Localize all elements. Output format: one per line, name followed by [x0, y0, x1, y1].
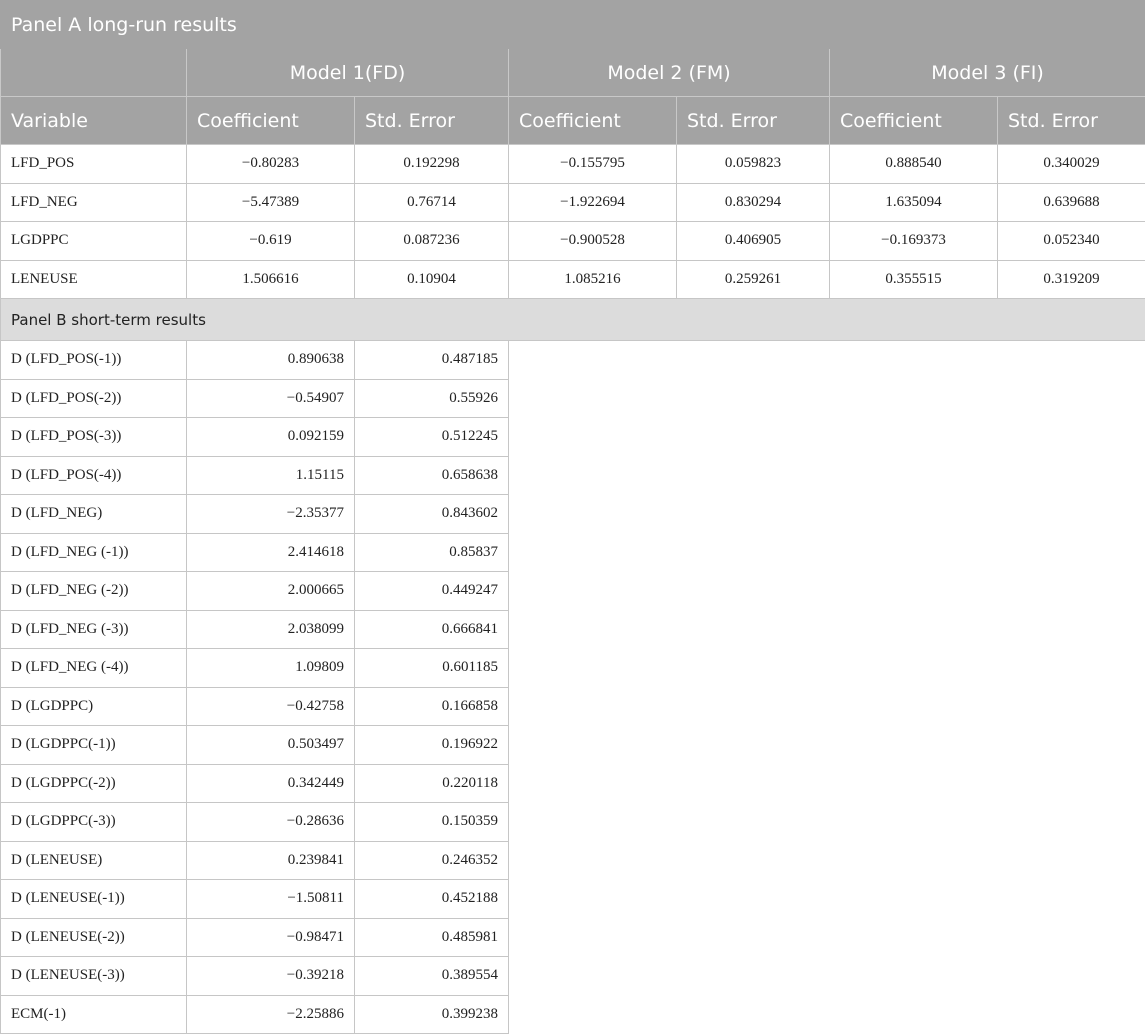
- coefficient-cell: 0.342449: [187, 764, 355, 803]
- std-error-cell: 0.487185: [355, 341, 509, 380]
- variable-cell: D (LFD_POS(-2)): [1, 379, 187, 418]
- variable-cell: D (LGDPPC): [1, 687, 187, 726]
- panel-b-row: [1, 495, 1145, 534]
- coefficient-cell: −0.98471: [187, 918, 355, 957]
- variable-cell: LFD_NEG: [1, 183, 187, 222]
- panel-a-row: [1, 222, 1145, 261]
- panel-b-row: [1, 841, 1145, 880]
- column-header-row: [1, 97, 1145, 145]
- panel-a-title-row: [1, 1, 1145, 49]
- coefficient-cell: −1.922694: [509, 183, 677, 222]
- std-error-cell: 0.087236: [355, 222, 509, 261]
- std-error-cell: 0.76714: [355, 183, 509, 222]
- variable-cell: D (LFD_NEG (-3)): [1, 610, 187, 649]
- std-error-cell: 0.406905: [677, 222, 830, 261]
- coefficient-cell: 1.635094: [830, 183, 998, 222]
- std-error-header: Std. Error: [998, 97, 1145, 145]
- panel-b-row: [1, 918, 1145, 957]
- empty-cell: [509, 687, 1145, 726]
- coefficient-cell: −1.50811: [187, 880, 355, 919]
- std-error-cell: 0.639688: [998, 183, 1145, 222]
- std-error-cell: 0.389554: [355, 957, 509, 996]
- coefficient-cell: 0.092159: [187, 418, 355, 457]
- panel-b-row: [1, 379, 1145, 418]
- coefficient-cell: 1.15115: [187, 456, 355, 495]
- std-error-cell: 0.658638: [355, 456, 509, 495]
- coefficient-cell: 1.09809: [187, 649, 355, 688]
- panel-b-row: [1, 880, 1145, 919]
- empty-cell: [509, 995, 1145, 1034]
- std-error-cell: 0.220118: [355, 764, 509, 803]
- coefficient-cell: −0.28636: [187, 803, 355, 842]
- coefficient-cell: −0.80283: [187, 145, 355, 184]
- variable-cell: D (LGDPPC(-3)): [1, 803, 187, 842]
- std-error-cell: 0.246352: [355, 841, 509, 880]
- empty-cell: [509, 841, 1145, 880]
- std-error-cell: 0.512245: [355, 418, 509, 457]
- variable-cell: LFD_POS: [1, 145, 187, 184]
- empty-cell: [509, 610, 1145, 649]
- coefficient-cell: −5.47389: [187, 183, 355, 222]
- coefficient-cell: −0.39218: [187, 957, 355, 996]
- coefficient-header: Coefficient: [187, 97, 355, 145]
- std-error-cell: 0.192298: [355, 145, 509, 184]
- std-error-cell: 0.85837: [355, 533, 509, 572]
- coefficient-cell: −0.619: [187, 222, 355, 261]
- coefficient-cell: −2.25886: [187, 995, 355, 1034]
- std-error-cell: 0.485981: [355, 918, 509, 957]
- coefficient-cell: 1.085216: [509, 260, 677, 299]
- empty-cell: [509, 379, 1145, 418]
- variable-cell: D (LENEUSE(-1)): [1, 880, 187, 919]
- variable-cell: D (LFD_NEG): [1, 495, 187, 534]
- empty-cell: [509, 918, 1145, 957]
- coefficient-cell: 0.888540: [830, 145, 998, 184]
- std-error-cell: 0.319209: [998, 260, 1145, 299]
- coefficient-cell: −0.155795: [509, 145, 677, 184]
- empty-cell: [509, 495, 1145, 534]
- coefficient-cell: 0.355515: [830, 260, 998, 299]
- panel-b-row: [1, 649, 1145, 688]
- std-error-cell: 0.059823: [677, 145, 830, 184]
- std-error-cell: 0.843602: [355, 495, 509, 534]
- panel-a-row: [1, 145, 1145, 184]
- variable-cell: LGDPPC: [1, 222, 187, 261]
- panel-b-row: [1, 456, 1145, 495]
- empty-cell: [509, 649, 1145, 688]
- panel-b-row: [1, 533, 1145, 572]
- coefficient-cell: −0.42758: [187, 687, 355, 726]
- panel-b-title-row: [1, 299, 1145, 341]
- variable-cell: D (LFD_NEG (-4)): [1, 649, 187, 688]
- empty-cell: [509, 341, 1145, 380]
- std-error-cell: 0.166858: [355, 687, 509, 726]
- model-1-header: Model 1(FD): [187, 49, 509, 97]
- panel-b-row: [1, 610, 1145, 649]
- variable-cell: D (LENEUSE): [1, 841, 187, 880]
- panel-a-row: [1, 260, 1145, 299]
- coefficient-cell: 1.506616: [187, 260, 355, 299]
- std-error-cell: 0.399238: [355, 995, 509, 1034]
- variable-header: Variable: [1, 97, 187, 145]
- coefficient-cell: 2.414618: [187, 533, 355, 572]
- empty-cell: [509, 572, 1145, 611]
- variable-cell: D (LGDPPC(-1)): [1, 726, 187, 765]
- empty-cell: [509, 764, 1145, 803]
- variable-cell: D (LFD_POS(-4)): [1, 456, 187, 495]
- coefficient-cell: 0.890638: [187, 341, 355, 380]
- panel-b-row: [1, 764, 1145, 803]
- empty-cell: [509, 957, 1145, 996]
- std-error-cell: 0.259261: [677, 260, 830, 299]
- panel-a-title: Panel A long-run results: [1, 1, 1145, 49]
- variable-cell: ECM(-1): [1, 995, 187, 1034]
- std-error-cell: 0.55926: [355, 379, 509, 418]
- empty-cell: [509, 803, 1145, 842]
- std-error-cell: 0.666841: [355, 610, 509, 649]
- std-error-header: Std. Error: [355, 97, 509, 145]
- panel-b-row: [1, 687, 1145, 726]
- variable-cell: D (LFD_NEG (-1)): [1, 533, 187, 572]
- variable-cell: D (LGDPPC(-2)): [1, 764, 187, 803]
- coefficient-cell: −2.35377: [187, 495, 355, 534]
- coefficient-cell: 2.000665: [187, 572, 355, 611]
- coefficient-cell: 0.239841: [187, 841, 355, 880]
- std-error-cell: 0.452188: [355, 880, 509, 919]
- std-error-cell: 0.340029: [998, 145, 1145, 184]
- coefficient-header: Coefficient: [509, 97, 677, 145]
- coefficient-cell: −0.54907: [187, 379, 355, 418]
- std-error-cell: 0.449247: [355, 572, 509, 611]
- empty-cell: [509, 418, 1145, 457]
- variable-cell: D (LENEUSE(-2)): [1, 918, 187, 957]
- variable-cell: D (LFD_POS(-3)): [1, 418, 187, 457]
- panel-b-row: [1, 957, 1145, 996]
- variable-cell: D (LFD_POS(-1)): [1, 341, 187, 380]
- std-error-header: Std. Error: [677, 97, 830, 145]
- coefficient-header: Coefficient: [830, 97, 998, 145]
- coefficient-cell: −0.169373: [830, 222, 998, 261]
- panel-b-title: Panel B short-term results: [1, 299, 1145, 341]
- model-3-header: Model 3 (FI): [830, 49, 1145, 97]
- header-empty-cell: [1, 49, 187, 97]
- panel-b-row: [1, 726, 1145, 765]
- std-error-cell: 0.601185: [355, 649, 509, 688]
- coefficient-cell: 2.038099: [187, 610, 355, 649]
- variable-cell: D (LFD_NEG (-2)): [1, 572, 187, 611]
- model-header-row: [1, 49, 1145, 97]
- coefficient-cell: 0.503497: [187, 726, 355, 765]
- panel-a-row: [1, 183, 1145, 222]
- variable-cell: LENEUSE: [1, 260, 187, 299]
- panel-b-row: [1, 418, 1145, 457]
- empty-cell: [509, 880, 1145, 919]
- panel-b-row: [1, 995, 1145, 1034]
- std-error-cell: 0.830294: [677, 183, 830, 222]
- std-error-cell: 0.150359: [355, 803, 509, 842]
- empty-cell: [509, 456, 1145, 495]
- std-error-cell: 0.196922: [355, 726, 509, 765]
- std-error-cell: 0.052340: [998, 222, 1145, 261]
- model-2-header: Model 2 (FM): [509, 49, 830, 97]
- variable-cell: D (LENEUSE(-3)): [1, 957, 187, 996]
- std-error-cell: 0.10904: [355, 260, 509, 299]
- panel-b-row: [1, 803, 1145, 842]
- panel-b-row: [1, 572, 1145, 611]
- panel-b-row: [1, 341, 1145, 380]
- empty-cell: [509, 726, 1145, 765]
- empty-cell: [509, 533, 1145, 572]
- coefficient-cell: −0.900528: [509, 222, 677, 261]
